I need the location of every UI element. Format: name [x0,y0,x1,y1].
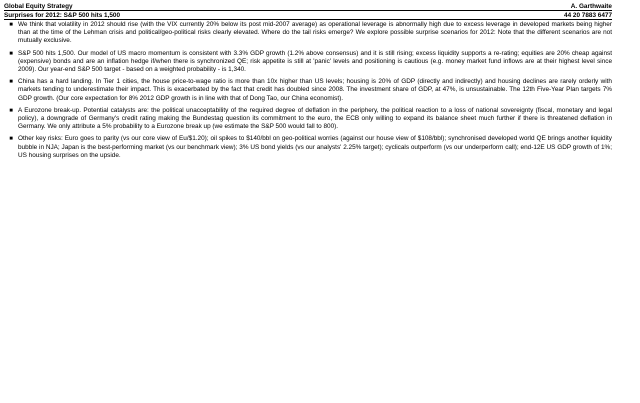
doc-title: Global Equity Strategy [4,3,73,10]
bullet-text: China has a hard landing. In Tier 1 cities, the house price-to-wage ratio is more than 10x higher than US levels; housing is 20% of GDP (directly and indirectly) and housing declines are rarely orderly with markets tending to underestimate their impact. This is exacerbated by the fact that credit has doubled since 2008. The investment share of GDP, at 47%, is unsustainable. The 12th Five-Year Plan targets 7% GDP growth. (Our core expectation for 8% 2012 GDP growth is in line with that of Dong Tao, our China economist). [18,78,612,102]
bullet-icon: ■ [9,22,13,28]
bullet-icon: ■ [9,107,13,114]
bullet-text: S&P 500 hits 1,500. Our model of US macro momentum is consistent with 3.3% GDP growth (1.2% above consensus) and it is still rising; excess liquidity supports a re-rating; equities are 20% cheap against (expensive) bonds and are an inflation hedge if/when there is synchronized QE; risk appetite is still at 'panic' levels and positioning is cautious (e.g. money market fund inflows are at their highest level since 2009). Our year-end S&P 500 target - based on a weighted probability - is 1,340. [18,49,612,74]
bullet-text: A Eurozone break-up. Potential catalysts are: the political unacceptability of the required degree of deflation in the periphery, the political reaction to a loss of national sovereignty (fiscal, monetary and legal policy), a downgrade of Germany's credit rating making the Bundestag question its commitment to the euro, the ECB only willing to expand its balance sheet much further if there is threatened deflation in Germany. We only attribute a 5% probability to a Eurozone break up (we estimate the S&P 500 would fall to 800). [18,106,612,131]
report-header [4,3,612,10]
list-item [4,21,612,46]
author-name: A. Garthwaite [570,3,612,10]
section-header [4,12,612,19]
bullet-icon: ■ [9,50,13,57]
section-title: Surprises for 2012: S&P 500 hits 1,500 [4,12,121,19]
list-item [4,135,612,160]
bullet-list [4,21,612,164]
bullet-icon: ■ [9,79,13,86]
header-divider [4,10,612,11]
list-item [4,107,612,132]
bullet-icon: ■ [9,136,13,143]
list-item [4,50,612,75]
author-phone: 44 20 7883 6477 [564,12,612,19]
section-divider [4,19,612,20]
bullet-text: Other key risks: Euro goes to parity (vs our core view of Eu/$1.20); oil spikes to $140/bbl on geo-political worries (against our house view of $108/bbl); synchronised developed world QE brings another liquidity bubble in NJA; Japan is the best-performing market (vs our benchmark view); 3% US bond yields (vs our analysts' 2.25% target); cyclicals outperform (vs our underperform call); end-12E US GDP growth of 1%; US housing surprises on the upside. [18,135,612,159]
list-item [4,78,612,103]
bullet-text: We think that volatility in 2012 should rise (with the VIX currently 20% below its post mid-2007 average) as operational leverage is abnormally high due to excess leverage in developed markets being higher than at the time of the Lehman crisis and political/geo-political risks clearly elevated. Where do the tail risks emerge? We explore possible surprise scenarios for 2012: Note that the different scenarios are not mutually exclusive. [18,21,612,45]
